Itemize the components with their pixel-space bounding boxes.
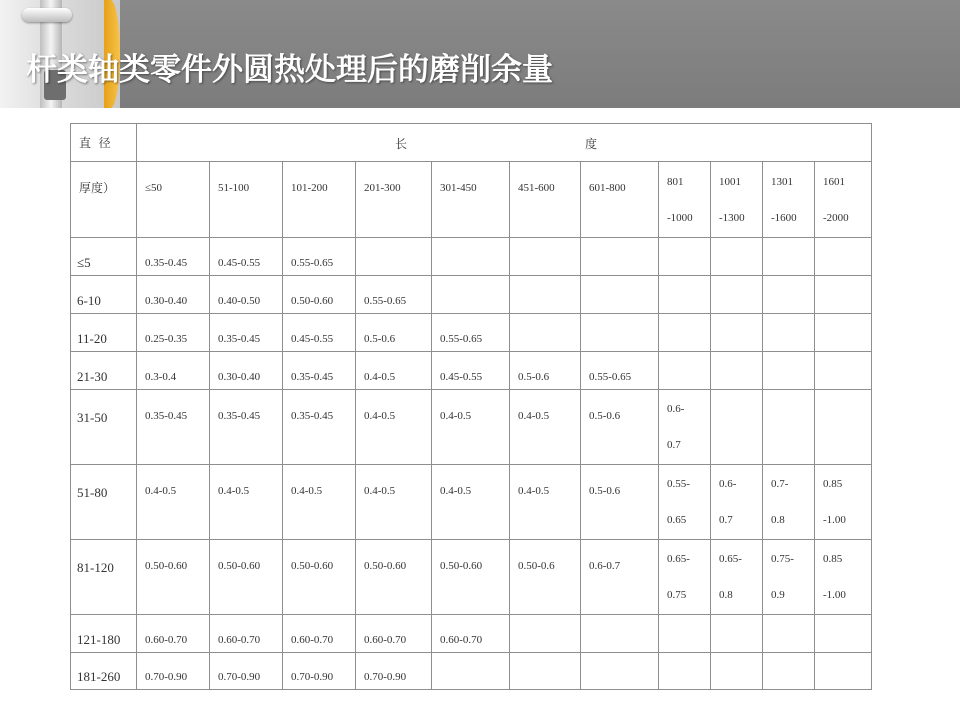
table-header-row [71, 124, 872, 162]
table-cell [711, 653, 763, 690]
table-cell-line: 0.6- [667, 403, 685, 415]
table-row [71, 352, 872, 390]
table-cell: 0.50-0.60 [432, 540, 510, 615]
table-cell: 0.70-0.90 [137, 653, 210, 690]
table-cell [815, 276, 872, 314]
table-cell [510, 238, 581, 276]
column-header [815, 162, 872, 238]
table-cell-line: 0.6- [719, 478, 737, 490]
table-cell: 0.40-0.50 [210, 276, 283, 314]
column-header-line: 1601 [823, 175, 845, 188]
table-cell: 0.30-0.40 [210, 352, 283, 390]
row-diameter-label: 31-50 [71, 390, 137, 465]
table-cell [815, 615, 872, 653]
table-cell [510, 314, 581, 352]
table-row [71, 276, 872, 314]
slide-title: 杆类轴类零件外圆热处理后的磨削余量 [26, 52, 553, 88]
table-cell-line: 0.7- [771, 478, 789, 490]
table-cell [763, 615, 815, 653]
table-cell [581, 653, 659, 690]
table-cell [711, 352, 763, 390]
table-cell-line: -1.00 [823, 589, 846, 601]
table-cell-line: 0.8 [719, 589, 733, 601]
table-cell [711, 276, 763, 314]
column-header: ≤50 [137, 162, 210, 238]
table-cell: 0.50-0.60 [283, 540, 356, 615]
row-diameter-label: 6-10 [71, 276, 137, 314]
column-header-line: 1301 [771, 175, 793, 188]
table-cell: 0.60-0.70 [283, 615, 356, 653]
table-cell [659, 238, 711, 276]
row-diameter-label: 121-180 [71, 615, 137, 653]
column-header-line: 1001 [719, 175, 741, 188]
table-cell [815, 314, 872, 352]
table-cell: 0.35-0.45 [210, 314, 283, 352]
table-cell-line: 0.8 [771, 514, 785, 526]
row-diameter-label: 11-20 [71, 314, 137, 352]
table-cell: 0.70-0.90 [356, 653, 432, 690]
table-cell: 0.5-0.6 [356, 314, 432, 352]
table-cell [659, 540, 711, 615]
table-row [71, 238, 872, 276]
column-header-line: -1000 [667, 211, 693, 224]
table-cell [659, 653, 711, 690]
table-cell: 0.4-0.5 [510, 390, 581, 465]
column-header: 101-200 [283, 162, 356, 238]
column-header-row [71, 162, 872, 238]
table-cell [659, 465, 711, 540]
table-cell-line: 0.9 [771, 589, 785, 601]
table-cell: 0.6-0.7 [581, 540, 659, 615]
column-header-line: 801 [667, 175, 684, 188]
table-cell [510, 653, 581, 690]
table-cell: 0.35-0.45 [210, 390, 283, 465]
table-row [71, 314, 872, 352]
table-cell: 0.5-0.6 [510, 352, 581, 390]
table-cell: 0.50-0.6 [510, 540, 581, 615]
column-header: 451-600 [510, 162, 581, 238]
table-cell [510, 615, 581, 653]
table-cell: 0.60-0.70 [356, 615, 432, 653]
table-cell: 0.60-0.70 [432, 615, 510, 653]
table-row [71, 465, 872, 540]
table-cell-line: 0.75- [771, 553, 794, 565]
table-cell: 0.70-0.90 [210, 653, 283, 690]
table-cell [815, 465, 872, 540]
table-cell: 0.4-0.5 [356, 465, 432, 540]
column-header: 601-800 [581, 162, 659, 238]
column-header [659, 162, 711, 238]
table-row [71, 540, 872, 615]
table-cell-line: 0.65 [667, 514, 687, 526]
table-cell: 0.50-0.60 [137, 540, 210, 615]
table-cell: 0.4-0.5 [432, 390, 510, 465]
table-cell: 0.60-0.70 [210, 615, 283, 653]
table-cell: 0.35-0.45 [137, 390, 210, 465]
row-diameter-label: 181-260 [71, 653, 137, 690]
table-cell [432, 276, 510, 314]
table-cell: 0.45-0.55 [210, 238, 283, 276]
table-cell: 0.60-0.70 [137, 615, 210, 653]
table-cell [763, 352, 815, 390]
table-cell [763, 540, 815, 615]
table-cell: 0.4-0.5 [137, 465, 210, 540]
table-cell [432, 653, 510, 690]
table-row [71, 390, 872, 465]
length-header [137, 124, 872, 162]
table-cell-line: 0.85 [823, 553, 843, 565]
table-cell-line: 0.65- [667, 553, 690, 565]
table-cell [815, 390, 872, 465]
table-cell [711, 540, 763, 615]
row-diameter-label: 81-120 [71, 540, 137, 615]
table-cell: 0.50-0.60 [356, 540, 432, 615]
table-cell: 0.5-0.6 [581, 390, 659, 465]
table-row [71, 653, 872, 690]
table-cell: 0.4-0.5 [356, 390, 432, 465]
table-cell [815, 540, 872, 615]
table-cell [763, 653, 815, 690]
corner-diameter-label: 直 径 [71, 124, 137, 162]
table-cell: 0.3-0.4 [137, 352, 210, 390]
table-cell: 0.4-0.5 [432, 465, 510, 540]
column-header-line: -1600 [771, 211, 797, 224]
table-cell-line: 0.85 [823, 478, 843, 490]
table-cell-line: 0.65- [719, 553, 742, 565]
table-cell [659, 276, 711, 314]
row-diameter-label: ≤5 [71, 238, 137, 276]
table-cell [659, 615, 711, 653]
table-cell [659, 390, 711, 465]
table-cell: 0.5-0.6 [581, 465, 659, 540]
table-cell: 0.35-0.45 [137, 238, 210, 276]
table-cell [711, 615, 763, 653]
table-cell [711, 465, 763, 540]
table-cell [763, 314, 815, 352]
column-header-line: -1300 [719, 211, 745, 224]
table-cell [432, 238, 510, 276]
table-cell [510, 276, 581, 314]
table-cell [763, 238, 815, 276]
table-cell: 0.4-0.5 [210, 465, 283, 540]
length-header-label: 长 [395, 137, 408, 151]
table-cell: 0.45-0.55 [432, 352, 510, 390]
table-cell [581, 276, 659, 314]
table-cell: 0.50-0.60 [210, 540, 283, 615]
table-cell: 0.30-0.40 [137, 276, 210, 314]
header-banner [0, 0, 960, 108]
table-cell [815, 653, 872, 690]
table-cell-line: 0.7 [667, 439, 681, 451]
table-cell: 0.55-0.65 [356, 276, 432, 314]
table-row [71, 615, 872, 653]
column-header: 51-100 [210, 162, 283, 238]
table-cell-line: 0.7 [719, 514, 733, 526]
table-cell: 0.4-0.5 [283, 465, 356, 540]
table-cell-line: -1.00 [823, 514, 846, 526]
table-cell: 0.4-0.5 [356, 352, 432, 390]
table-cell [659, 352, 711, 390]
door-handle-icon [22, 8, 72, 22]
table-cell-line: 0.55- [667, 478, 690, 490]
table-cell [711, 390, 763, 465]
column-header: 201-300 [356, 162, 432, 238]
column-header [711, 162, 763, 238]
row-diameter-label: 51-80 [71, 465, 137, 540]
table-cell [815, 352, 872, 390]
table-cell: 0.50-0.60 [283, 276, 356, 314]
table-cell [581, 314, 659, 352]
table-cell: 0.35-0.45 [283, 390, 356, 465]
table-cell: 0.55-0.65 [283, 238, 356, 276]
table-cell [763, 390, 815, 465]
table-cell [763, 276, 815, 314]
table-cell [659, 314, 711, 352]
degree-header-label: 度 [585, 137, 598, 151]
table-cell: 0.55-0.65 [581, 352, 659, 390]
table-cell [581, 238, 659, 276]
table-cell: 0.35-0.45 [283, 352, 356, 390]
table-cell-line: 0.75 [667, 589, 687, 601]
table-cell: 0.4-0.5 [510, 465, 581, 540]
table-cell: 0.45-0.55 [283, 314, 356, 352]
column-header-line: -2000 [823, 211, 849, 224]
grinding-allowance-table [70, 123, 872, 690]
table-cell [581, 615, 659, 653]
table-cell: 0.55-0.65 [432, 314, 510, 352]
table-cell [356, 238, 432, 276]
column-header: 301-450 [432, 162, 510, 238]
table-cell: 0.25-0.35 [137, 314, 210, 352]
table-cell [711, 314, 763, 352]
corner-thickness-label: 厚度） [71, 162, 137, 238]
table-cell [815, 238, 872, 276]
table-cell [711, 238, 763, 276]
row-diameter-label: 21-30 [71, 352, 137, 390]
column-header [763, 162, 815, 238]
table-cell: 0.70-0.90 [283, 653, 356, 690]
table-cell [763, 465, 815, 540]
